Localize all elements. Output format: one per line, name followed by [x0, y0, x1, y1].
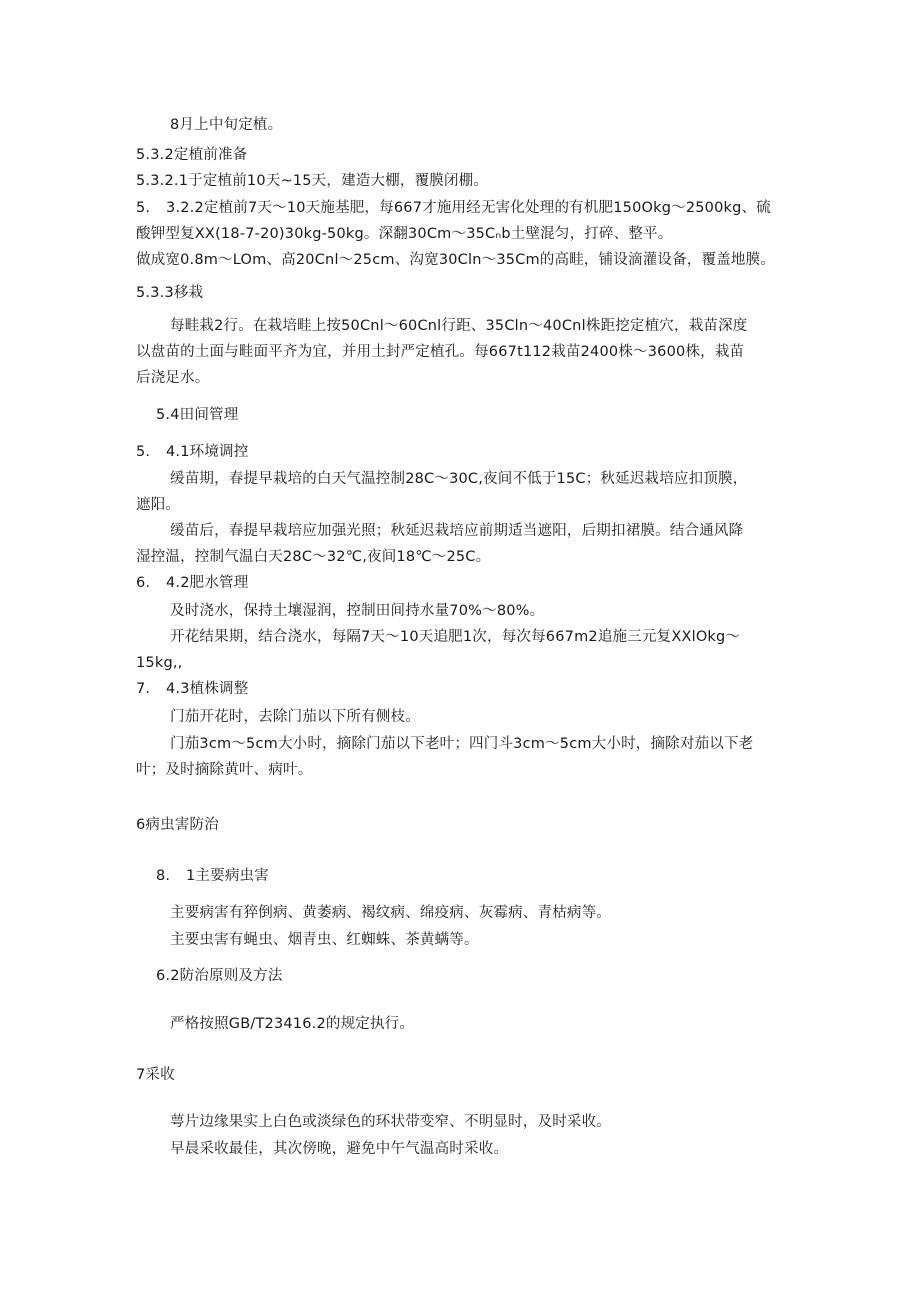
text-span: 4.1环境调控 — [166, 444, 249, 460]
text-line — [136, 198, 771, 218]
list-number: 8. — [156, 868, 171, 884]
text-line: 8月上中旬定植。 — [170, 117, 283, 133]
text-line: 5.3.2.1于定植前10天~15天，建造大棚，覆膜闭棚。 — [136, 173, 489, 189]
text-span: 1主要病虫害 — [186, 868, 269, 884]
section-heading — [136, 573, 248, 593]
text-line: 主要虫害有蝇虫、烟青虫、红蜘蛛、茶黄螨等。 — [170, 932, 479, 948]
list-number: 7. — [136, 681, 151, 697]
text-line: 萼片边缘果实上白色或淡绿色的环状带变窄、不明显时，及时采收。 — [170, 1114, 611, 1130]
section-heading: 5.3.3移栽 — [136, 285, 204, 301]
text-line: 做成宽0.8m～LOm、高20Cnl～25cm、沟宽30Cln～35Cm的高畦，铺设滴灌设备，覆盖地膜。 — [136, 252, 776, 268]
section-heading — [136, 442, 248, 462]
paragraph: 缓苗期，春提早栽培的白天气温控制28C～30C,夜间不低于15C；秋延迟栽培应扣顶膜，遮阳。 — [136, 471, 748, 513]
section-heading — [156, 866, 269, 886]
paragraph: 开花结果期，结合浇水，每隔7天～10天追肥1次，每次每667m2追施三元复XXlOkg～15kg,, — [136, 629, 741, 671]
text-line: 主要病害有猝倒病、黄萎病、褐纹病、绵疫病、灰霉病、青枯病等。 — [170, 905, 611, 921]
list-number: 5. — [136, 200, 151, 216]
section-heading: 5.3.2定植前准备 — [136, 147, 248, 163]
section-heading: 7采收 — [136, 1067, 175, 1083]
paragraph: 缓苗后，春提早栽培应加强光照；秋延迟栽培应前期适当遮阳，后期扣裙膜。结合通风降湿控温，控制气温白天28C～32℃,夜间18℃～25C。 — [136, 523, 744, 565]
text-line: 及时浇水，保持土壤湿润，控制田间持水量70%～80%。 — [170, 603, 545, 619]
text-line: 严格按照GB/T23416.2的规定执行。 — [170, 1016, 415, 1032]
list-number: 6. — [136, 575, 151, 591]
text-line: 早晨采收最佳，其次傍晚，避免中午气温高时采收。 — [170, 1141, 509, 1157]
paragraph: 每畦栽2行。在栽培畦上按50Cnl～60Cnl行距、35Cln～40Cnl株距挖定植穴，栽苗深度以盘苗的土面与畦面平齐为宜，并用土封严定植孔。每667t112栽苗2400株～3600株，栽苗后浇足水。 — [136, 318, 748, 386]
text-line: 门茄开花时，去除门茄以下所有侧枝。 — [170, 709, 420, 725]
section-heading: 6.2防治原则及方法 — [156, 968, 283, 984]
list-number: 5. — [136, 444, 151, 460]
section-heading — [136, 679, 248, 699]
section-heading: 5.4田间管理 — [156, 407, 239, 423]
paragraph: 门茄3cm～5cm大小时，摘除门茄以下老叶；四门斗3cm～5cm大小时，摘除对茄以下老叶；及时摘除黄叶、病叶。 — [136, 736, 754, 778]
section-heading: 6病虫害防治 — [136, 817, 219, 833]
text-span: 3.2.2定植前7天～10天施基肥，每667才施用经无害化处理的有机肥150Okg～2500kg、硫 — [166, 200, 771, 216]
text-span: 4.2肥水管理 — [166, 575, 249, 591]
text-line: 酸钾型复XX(18-7-20)30kg-50kg。深翻30Cm～35Cₙb土壁混匀，打碎、整平。 — [136, 226, 673, 242]
text-span: 4.3植株调整 — [166, 681, 249, 697]
